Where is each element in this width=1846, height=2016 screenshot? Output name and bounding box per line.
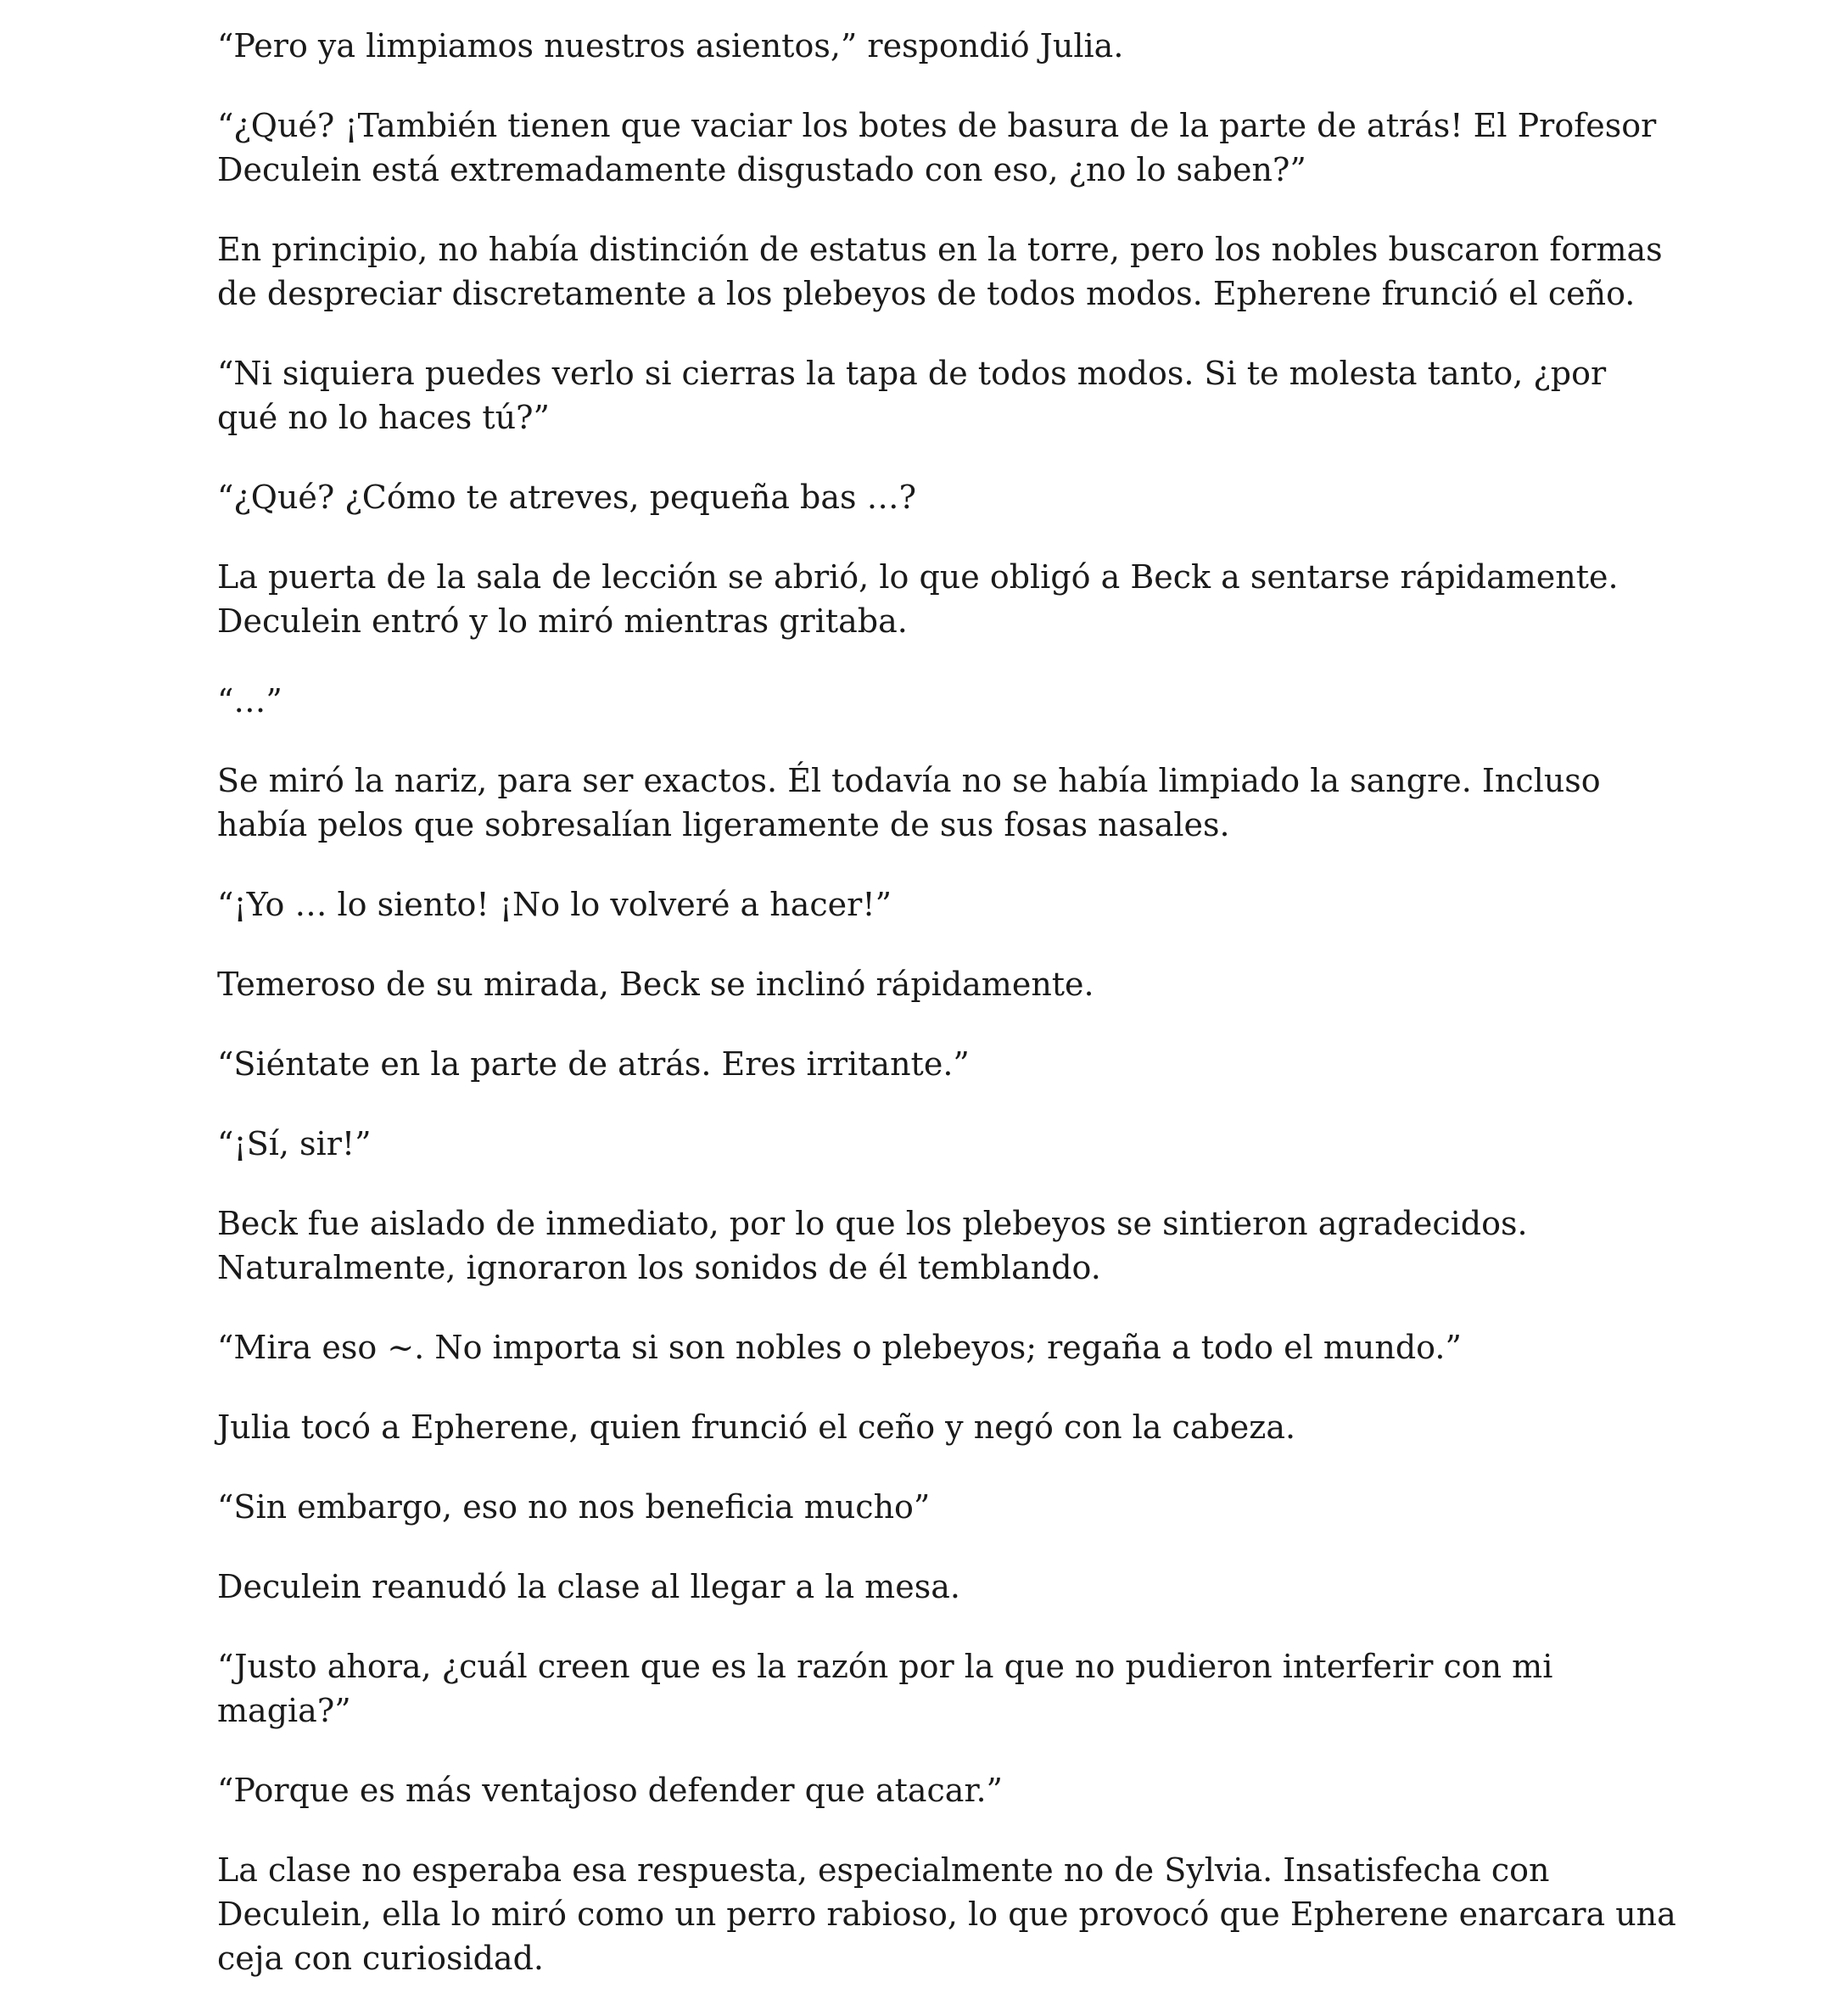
- paragraph-6: La puerta de la sala de lección se abrió, lo que obligó a Beck a sentarse rápidamente. Deculein entró y lo miró mientras gritaba.: [217, 558, 1619, 640]
- paragraph-5: “¿Qué? ¿Cómo te atreves, pequeña bas …?: [217, 479, 916, 516]
- paragraph-13: Beck fue aislado de inmediato, por lo que los plebeyos se sintieron agradecidos. Naturalmente, ignoraron los sonidos de él temblando.: [217, 1205, 1528, 1286]
- paragraph-8: Se miró la nariz, para ser exactos. Él todavía no se había limpiado la sangre. Incluso había pelos que sobresalían ligeramente de sus fosas nasales.: [217, 762, 1601, 843]
- paragraph-18: “Justo ahora, ¿cuál creen que es la razón por la que no pudieron interferir con mi magia?”: [217, 1648, 1553, 1729]
- paragraph-9: “¡Yo … lo siento! ¡No lo volveré a hacer!”: [217, 886, 892, 923]
- paragraph-11: “Siéntate en la parte de atrás. Eres irritante.”: [217, 1045, 970, 1083]
- paragraph-15: Julia tocó a Epherene, quien frunció el ceño y negó con la cabeza.: [217, 1408, 1296, 1446]
- paragraph-19: “Porque es más ventajoso defender que atacar.”: [217, 1772, 1003, 1809]
- paragraph-14: “Mira eso ~. No importa si son nobles o plebeyos; regaña a todo el mundo.”: [217, 1329, 1462, 1366]
- paragraph-4: “Ni siquiera puedes verlo si cierras la tapa de todos modos. Si te molesta tanto, ¿por qué no lo haces tú?”: [217, 355, 1607, 436]
- paragraph-10: Temeroso de su mirada, Beck se inclinó rápidamente.: [217, 966, 1094, 1003]
- paragraph-7: “…”: [217, 682, 282, 720]
- paragraph-16: “Sin embargo, eso no nos beneficia mucho”: [217, 1488, 931, 1526]
- paragraph-3: En principio, no había distinción de estatus en la torre, pero los nobles buscaron formas de despreciar discretamente a los plebeyos de todos modos. Epherene frunció el ceño.: [217, 231, 1663, 312]
- paragraph-20: La clase no esperaba esa respuesta, especialmente no de Sylvia. Insatisfecha con Deculein, ella lo miró como un perro rabioso, lo que provocó que Epherene enarcara una ceja con curiosidad.: [217, 1851, 1676, 1977]
- paragraph-17: Deculein reanudó la clase al llegar a la mesa.: [217, 1568, 960, 1605]
- paragraph-12: “¡Sí, sir!”: [217, 1125, 372, 1162]
- paragraph-2: “¿Qué? ¡También tienen que vaciar los botes de basura de la parte de atrás! El Profesor Deculein está extremadamente disgustado con eso, ¿no lo saben?”: [217, 107, 1657, 188]
- text-column: [217, 24, 1676, 2016]
- paragraph-1: “Pero ya limpiamos nuestros asientos,” respondió Julia.: [217, 27, 1124, 64]
